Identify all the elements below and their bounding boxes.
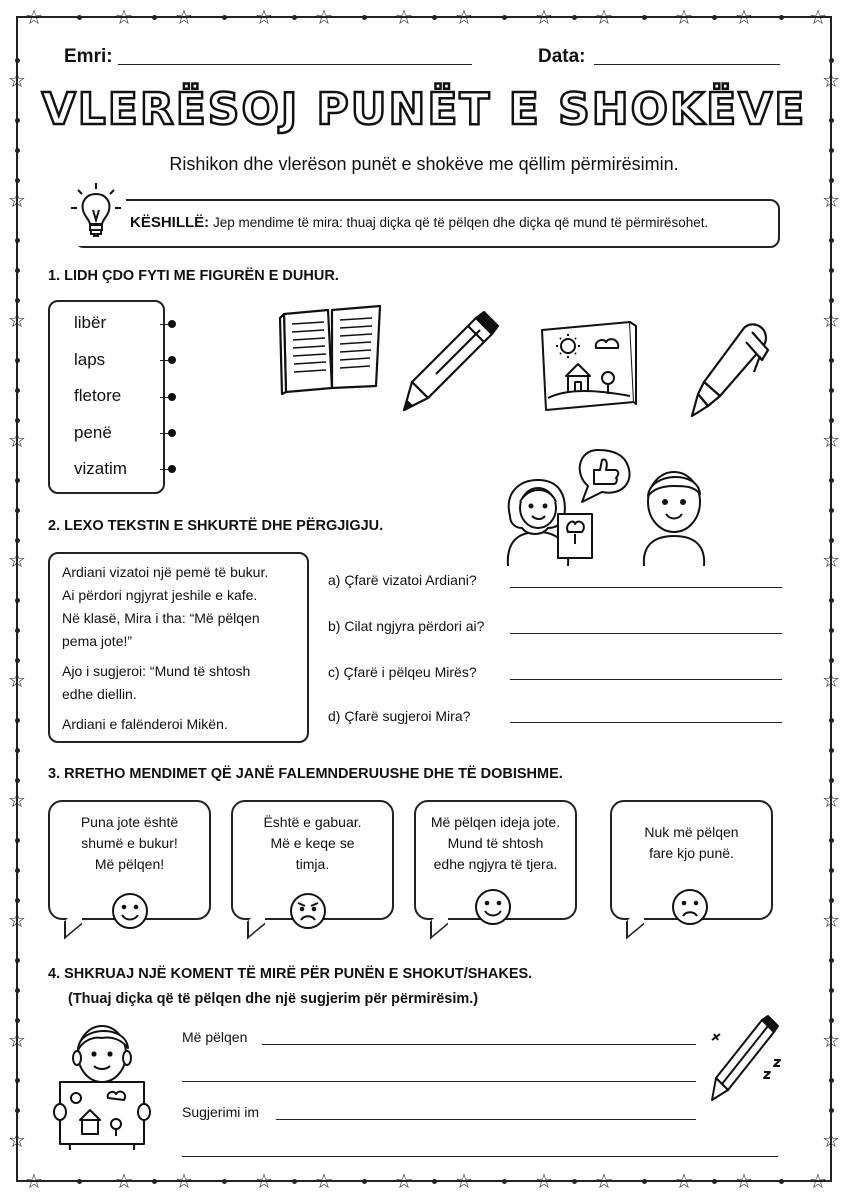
border-dot (15, 148, 20, 153)
border-star-icon: ☆ (535, 5, 553, 29)
story-line: Ardiani e falënderoi Mikën. (62, 716, 228, 732)
border-star-icon: ☆ (8, 188, 26, 212)
border-star-icon: ☆ (8, 1128, 26, 1152)
border-star-icon: ☆ (809, 1169, 827, 1193)
bubble-line: timja. (295, 856, 330, 872)
border-star-icon: ☆ (175, 5, 193, 29)
border-star-icon: ☆ (8, 548, 26, 572)
bubble-line: Puna jote është (80, 814, 179, 830)
story-line: Ajo i sugjeroi: “Mund të shtosh (62, 663, 251, 679)
question-b: b) Cilat ngjyra përdori ai? (328, 618, 485, 634)
border-dot (222, 15, 227, 20)
question-c: c) Çfarë i pëlqeu Mirës? (328, 664, 477, 680)
bubble-text-3 (414, 812, 577, 875)
border-dot (222, 1179, 227, 1184)
border-star-icon: ☆ (822, 68, 840, 92)
story-line: Ai përdori ngjyrat jeshile e kafe. (62, 587, 258, 603)
border-star-icon: ☆ (8, 68, 26, 92)
bubble-line: Më pëlqen! (94, 856, 165, 872)
suggestion-label: Sugjerimi im (182, 1104, 260, 1120)
bubble-line: Më e keqe se (270, 835, 355, 851)
word-item: vizatim (74, 459, 127, 478)
tip-label: KËSHILLË: (130, 214, 210, 231)
border-dot (15, 268, 20, 273)
tip-text (130, 214, 708, 231)
border-dot (15, 988, 20, 993)
border-dot (829, 778, 834, 783)
border-dot (15, 958, 20, 963)
border-dot (779, 1179, 784, 1184)
border-dot (779, 15, 784, 20)
border-dot (502, 15, 507, 20)
word-item: fletore (74, 386, 122, 405)
border-dot (829, 1078, 834, 1083)
date-label: Data: (538, 46, 586, 67)
section1-title: 1. LIDH ÇDO FYTI ME FIGURËN E DUHUR. (48, 268, 339, 284)
connector-dot[interactable] (168, 393, 176, 401)
smiley-face-icon (111, 892, 149, 930)
border-dot (829, 298, 834, 303)
pen-picture[interactable] (686, 320, 778, 420)
border-star-icon: ☆ (809, 5, 827, 29)
border-dot (15, 748, 20, 753)
border-star-icon: ☆ (315, 5, 333, 29)
border-dot (829, 478, 834, 483)
story-line: Ardiani vizatoi një pemë të bukur. (62, 564, 269, 580)
border-star-icon: ☆ (115, 1169, 133, 1193)
border-star-icon: ☆ (822, 668, 840, 692)
border-dot (362, 1179, 367, 1184)
section3-title: 3. RRETHO MENDIMET QË JANË FALEMNDERUUSHE DHE TË DOBISHME. (48, 766, 563, 782)
tip-body: Jep mendime të mira: thuaj diçka që të pëlqen dhe diçka që mund të përmirësohet. (212, 215, 709, 230)
border-star-icon: ☆ (822, 908, 840, 932)
border-dot (829, 268, 834, 273)
border-star-icon: ☆ (822, 788, 840, 812)
word-item: laps (74, 350, 106, 369)
border-dot (829, 238, 834, 243)
border-dot (829, 538, 834, 543)
border-dot (15, 508, 20, 513)
border-dot (15, 298, 20, 303)
border-dot (15, 868, 20, 873)
border-star-icon: ☆ (395, 5, 413, 29)
angry-face-icon (289, 892, 327, 930)
drawing-picture[interactable] (538, 318, 638, 416)
answer-line-c[interactable] (510, 679, 782, 680)
bubble-line: Mund të shtosh (447, 835, 544, 851)
border-star-icon: ☆ (675, 1169, 693, 1193)
bubble-line: shumë e bukur! (81, 835, 178, 851)
border-dot (15, 538, 20, 543)
border-dot (152, 15, 157, 20)
border-dot (15, 238, 20, 243)
border-star-icon: ☆ (395, 1169, 413, 1193)
border-dot (642, 15, 647, 20)
border-star-icon: ☆ (822, 308, 840, 332)
border-dot (829, 508, 834, 513)
border-star-icon: ☆ (8, 788, 26, 812)
border-dot (829, 178, 834, 183)
connector-dot[interactable] (168, 465, 176, 473)
border-dot (15, 628, 20, 633)
bubble-line: edhe ngjyra të tjera. (433, 856, 558, 872)
word-item: penë (74, 423, 112, 442)
border-dot (432, 1179, 437, 1184)
border-dot (15, 1108, 20, 1113)
border-dot (829, 838, 834, 843)
border-dot (712, 15, 717, 20)
name-label: Emri: (64, 46, 113, 67)
bubble-text-1 (48, 812, 211, 875)
border-dot (829, 958, 834, 963)
border-star-icon: ☆ (822, 428, 840, 452)
answer-line-a[interactable] (510, 587, 782, 588)
answer-line-b[interactable] (510, 633, 782, 634)
open-book-picture[interactable] (276, 300, 388, 396)
like-answer-line-2[interactable] (182, 1081, 696, 1082)
border-star-icon: ☆ (315, 1169, 333, 1193)
border-star-icon: ☆ (735, 5, 753, 29)
border-dot (77, 15, 82, 20)
border-star-icon: ☆ (255, 5, 273, 29)
border-dot (15, 718, 20, 723)
border-dot (829, 1018, 834, 1023)
connector-dot[interactable] (168, 429, 176, 437)
border-dot (15, 178, 20, 183)
bubble-text-2 (231, 812, 394, 875)
section4-subtitle: (Thuaj diçka që të pëlqen dhe një sugjerim për përmirësim.) (68, 991, 479, 1007)
border-dot (572, 15, 577, 20)
border-dot (15, 58, 20, 63)
bubble-line: fare kjo punë. (649, 845, 734, 861)
border-star-icon: ☆ (455, 1169, 473, 1193)
page-subtitle: Rishikon dhe vlerëson punët e shokëve me qëllim përmirësimin. (169, 154, 679, 174)
question-d: d) Çfarë sugjeroi Mira? (328, 708, 471, 724)
children-thumbs-up-illustration (498, 446, 718, 566)
writing-pencil-icon (704, 1014, 788, 1108)
story-line: pema jote!” (62, 633, 133, 649)
sad-face-icon (671, 888, 709, 926)
border-star-icon: ☆ (822, 188, 840, 212)
border-dot (829, 598, 834, 603)
section2-title: 2. LEXO TEKSTIN E SHKURTË DHE PËRGJIGJU. (48, 518, 384, 534)
border-dot (15, 418, 20, 423)
border-dot (292, 15, 297, 20)
border-star-icon: ☆ (822, 1128, 840, 1152)
bubble-text-4 (610, 822, 773, 864)
smiley-face-icon (474, 888, 512, 926)
border-star-icon: ☆ (675, 5, 693, 29)
lightbulb-icon (66, 180, 126, 246)
border-dot (829, 988, 834, 993)
border-dot (829, 118, 834, 123)
word-item: libër (74, 313, 107, 332)
suggestion-answer-line-2[interactable] (182, 1156, 778, 1157)
border-dot (572, 1179, 577, 1184)
border-dot (829, 148, 834, 153)
border-star-icon: ☆ (25, 1169, 43, 1193)
border-dot (829, 718, 834, 723)
border-star-icon: ☆ (822, 1028, 840, 1052)
connector-dot[interactable] (168, 320, 176, 328)
border-star-icon: ☆ (595, 5, 613, 29)
border-dot (77, 1179, 82, 1184)
suggestion-answer-line[interactable] (276, 1119, 696, 1120)
section4-title: 4. SHKRUAJ NJË KOMENT TË MIRË PËR PUNËN E SHOKUT/SHAKES. (48, 966, 533, 982)
border-dot (15, 598, 20, 603)
like-label: Më pëlqen (182, 1029, 248, 1045)
question-a: a) Çfarë vizatoi Ardiani? (328, 572, 477, 588)
border-dot (829, 868, 834, 873)
border-dot (152, 1179, 157, 1184)
border-dot (15, 358, 20, 363)
border-star-icon: ☆ (25, 5, 43, 29)
border-dot (362, 15, 367, 20)
border-star-icon: ☆ (8, 308, 26, 332)
page-title: VLERËSOJ PUNËT E SHOKËVE (41, 84, 807, 135)
border-star-icon: ☆ (115, 5, 133, 29)
boy-with-drawing-illustration (50, 1020, 154, 1150)
bubble-line: Është e gabuar. (263, 814, 362, 830)
border-dot (829, 748, 834, 753)
border-star-icon: ☆ (8, 428, 26, 452)
border-dot (829, 628, 834, 633)
border-dot (502, 1179, 507, 1184)
border-dot (829, 898, 834, 903)
border-dot (292, 1179, 297, 1184)
border-dot (432, 15, 437, 20)
connector-dot[interactable] (168, 356, 176, 364)
border-dot (15, 118, 20, 123)
bubble-line: Nuk më pëlqen (644, 824, 739, 840)
border-star-icon: ☆ (595, 1169, 613, 1193)
border-star-icon: ☆ (455, 5, 473, 29)
answer-line-d[interactable] (510, 722, 782, 723)
border-star-icon: ☆ (8, 1028, 26, 1052)
border-dot (15, 838, 20, 843)
border-dot (829, 58, 834, 63)
border-star-icon: ☆ (175, 1169, 193, 1193)
border-dot (15, 1078, 20, 1083)
border-dot (15, 658, 20, 663)
border-dot (829, 418, 834, 423)
border-dot (15, 778, 20, 783)
border-dot (642, 1179, 647, 1184)
border-dot (829, 358, 834, 363)
border-star-icon: ☆ (822, 548, 840, 572)
border-dot (15, 478, 20, 483)
border-star-icon: ☆ (8, 908, 26, 932)
border-dot (712, 1179, 717, 1184)
story-line: Në klasë, Mira i tha: “Më pëlqen (62, 610, 260, 626)
border-dot (829, 388, 834, 393)
like-answer-line[interactable] (262, 1044, 696, 1045)
bubble-line: Më pëlqen ideja jote. (430, 814, 561, 830)
border-star-icon: ☆ (735, 1169, 753, 1193)
pencil-picture[interactable] (396, 310, 500, 422)
border-star-icon: ☆ (535, 1169, 553, 1193)
border-dot (15, 1018, 20, 1023)
border-star-icon: ☆ (255, 1169, 273, 1193)
story-line: edhe diellin. (62, 686, 137, 702)
date-line[interactable] (594, 64, 780, 65)
name-line[interactable] (118, 64, 472, 65)
border-dot (15, 898, 20, 903)
border-dot (829, 1108, 834, 1113)
border-dot (15, 388, 20, 393)
border-star-icon: ☆ (8, 668, 26, 692)
border-dot (829, 658, 834, 663)
